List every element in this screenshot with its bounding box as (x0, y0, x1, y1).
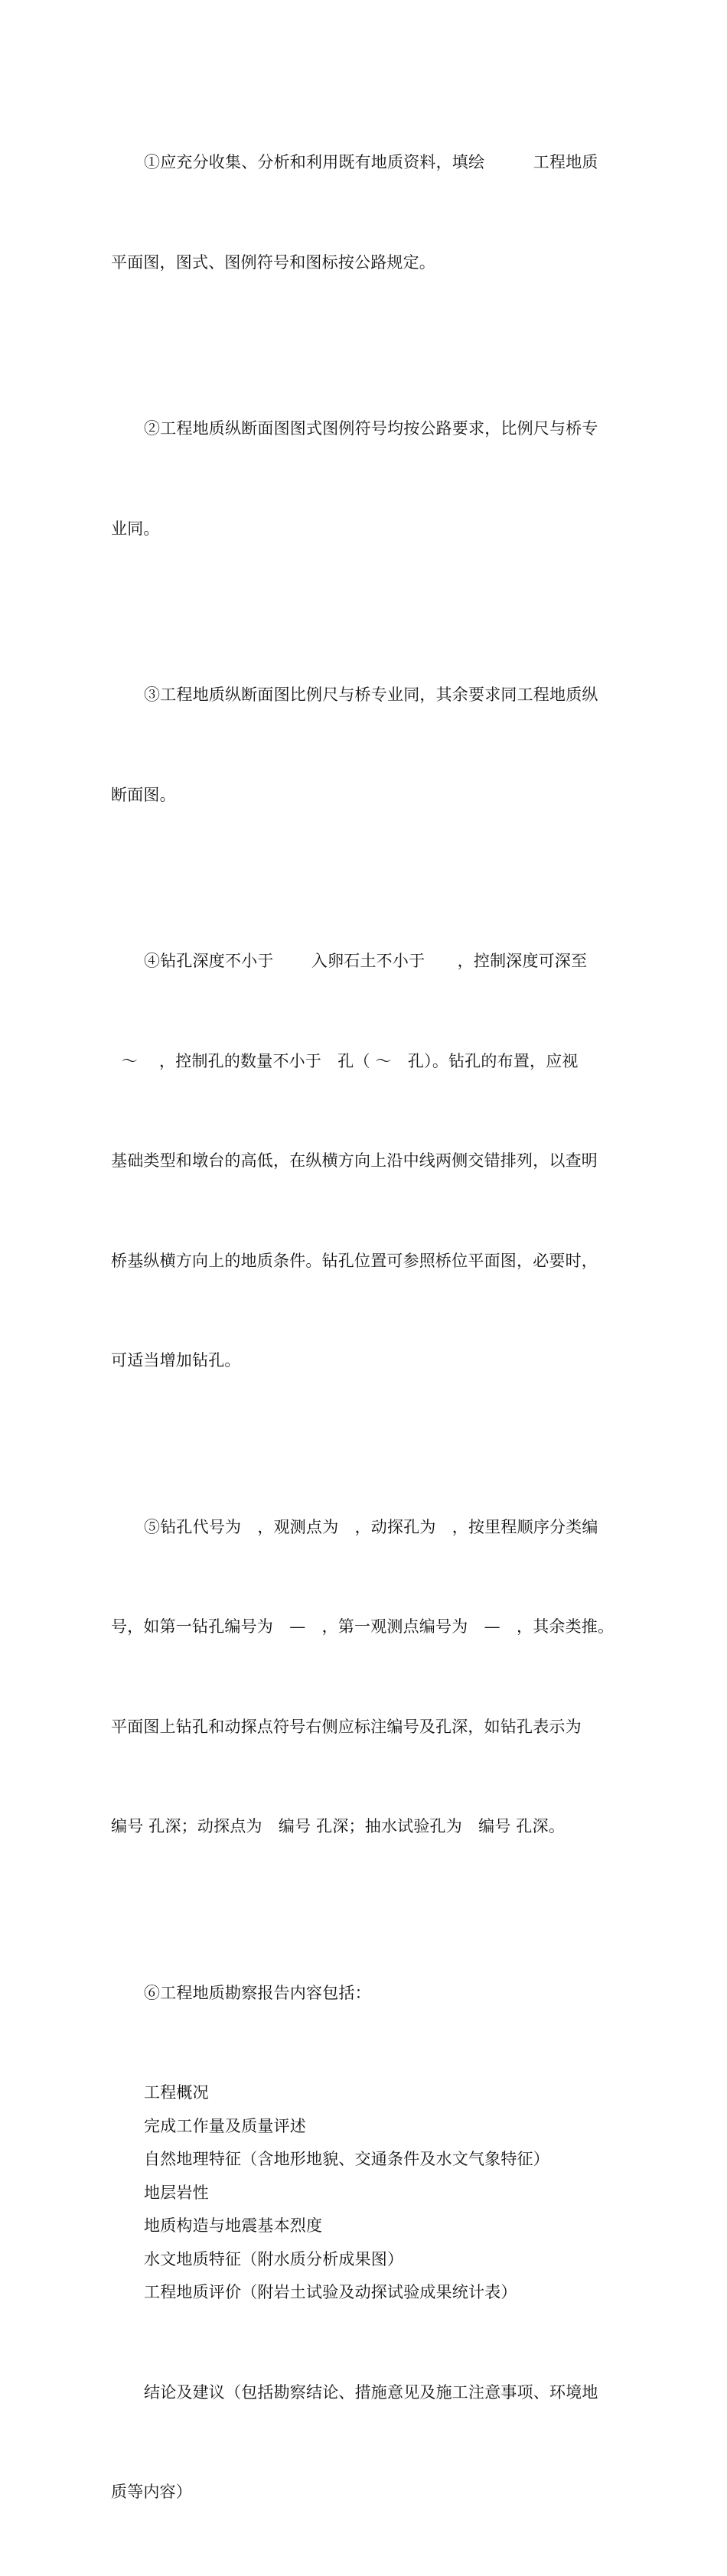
paragraph-line: ②工程地质纵断面图图式图例符号均按公路要求，比例尺与桥专 (144, 419, 598, 438)
report-item-2: 完成工作量及质量评述 (144, 2116, 306, 2135)
document-body (111, 80, 620, 2576)
report-item-3: 自然地理特征（含地形地貌、交通条件及水文气象特征） (144, 2150, 549, 2168)
paragraph-line: 桥基纵横方向上的地质条件。钻孔位置可参照桥位平面图，必要时， (111, 1251, 598, 1270)
report-item-line: 质等内容） (111, 2483, 192, 2501)
report-item-4: 地层岩性 (144, 2183, 209, 2202)
report-item-line: 结论及建议（包括勘察结论、措施意见及施工注意事项、环境地 (144, 2382, 598, 2402)
paragraph-line: ④钻孔深度不小于 入卵石土不小于 ，控制深度可深至 (144, 952, 588, 970)
paragraph-5 (111, 1444, 620, 1910)
paragraph-line: ③工程地质纵断面图比例尺与桥专业同，其余要求同工程地质纵 (144, 686, 598, 704)
paragraph-line: ①应充分收集、分析和利用既有地质资料，填绘 工程地质 (144, 153, 598, 171)
paragraph-2 (111, 346, 620, 612)
report-item-6: 水文地质特征（附水质分析成果图） (144, 2249, 404, 2268)
paragraph-line: 可适当增加钻孔。 (111, 1351, 241, 1369)
paragraph-line: 断面图。 (111, 785, 176, 804)
report-item-8 (111, 2310, 620, 2576)
paragraph-line: ⑤钻孔代号为 ，观测点为 ，动探孔为 ，按里程顺序分类编 (144, 1517, 598, 1536)
paragraph-line: 基础类型和墩台的高低，在纵横方向上沿中线两侧交错排列，以查明 (111, 1151, 598, 1170)
paragraph-line: 平面图，图式、图例符号和图标按公路规定。 (111, 252, 435, 272)
paragraph-3 (111, 612, 620, 878)
paragraph-6 (111, 1910, 620, 2077)
paragraph-line: ～ ，控制孔的数量不小于 孔（ ～ 孔）。钻孔的布置，应视 (111, 1051, 579, 1070)
report-item-1: 工程概况 (144, 2083, 209, 2102)
paragraph-line: ⑥工程地质勘察报告内容包括： (144, 1983, 371, 2002)
paragraph-line: 业同。 (111, 519, 160, 538)
paragraph-line: 号，如第一钻孔编号为 — ，第一观测点编号为 — ，其余类推。 (111, 1617, 615, 1636)
paragraph-1 (111, 80, 620, 346)
report-item-5: 地质构造与地震基本烈度 (144, 2216, 323, 2235)
report-item-7: 工程地质评价（附岩土试验及动探试验成果统计表） (144, 2283, 517, 2301)
paragraph-line: 平面图上钻孔和动探点符号右侧应标注编号及孔深，如钻孔表示为 (111, 1717, 582, 1736)
paragraph-4 (111, 878, 620, 1444)
paragraph-line: 编号 孔深；动探点为 编号 孔深；抽水试验孔为 编号 孔深。 (111, 1817, 566, 1835)
